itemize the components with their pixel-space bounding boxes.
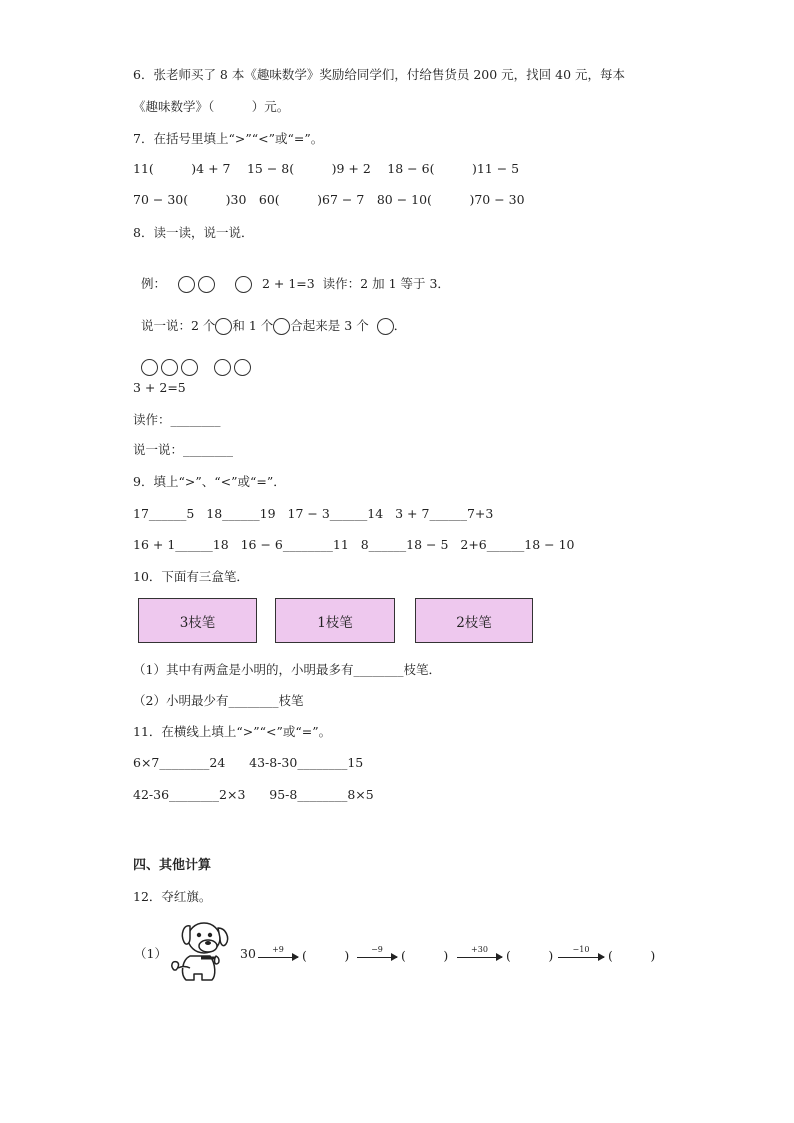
q8-say-line xyxy=(133,302,406,335)
op-label: −9 xyxy=(371,945,383,954)
q7-row2: 70 − 30( )30 60( )67 − 7 80 − 10( )70 − 30 xyxy=(133,192,525,207)
circle-icon xyxy=(273,318,290,335)
circle-icon xyxy=(181,359,198,376)
pen-box-3: 2枝笔 xyxy=(415,598,533,643)
circle-icon xyxy=(178,276,195,293)
example-text: 2 + 1=3 读作：2 加 1 等于 3． xyxy=(261,276,450,291)
q9-row2: 16 + 1______18 16 − 6________11 8______18 − 5 2+6______18 − 10 xyxy=(133,537,575,552)
arrowhead-icon xyxy=(391,953,398,961)
circle-icon xyxy=(215,318,232,335)
say-text-a: 说一说：2 个 xyxy=(140,318,216,333)
say-text-b: 和 1 个 xyxy=(232,318,274,333)
q6-line2: 《趣味数学》（ ）元。 xyxy=(133,99,290,114)
section-heading: 四、其他计算 xyxy=(133,858,212,873)
q7-row1: 11( )4 + 7 15 − 8( )9 + 2 18 − 6( )11 − 5 xyxy=(133,161,520,176)
arrow-minus10 xyxy=(558,945,604,962)
q8-equation: 3 + 2=5 xyxy=(133,380,186,395)
q8-read: 读作：________ xyxy=(133,412,221,427)
op-label: −10 xyxy=(572,945,590,954)
pen-box-2: 1枝笔 xyxy=(275,598,395,643)
answer-paren-2: ( ) xyxy=(401,948,449,963)
answer-paren-4: ( ) xyxy=(608,948,656,963)
circle-icon xyxy=(198,276,215,293)
q8-say: 说一说：________ xyxy=(133,442,234,457)
q11-row1: 6×7________24 43-8-30________15 xyxy=(133,755,364,770)
q10-title: 10．下面有三盒笔． xyxy=(133,569,249,584)
q10-sub2: （2）小明最少有________枝笔 xyxy=(133,693,304,708)
arrowhead-icon xyxy=(292,953,299,961)
op-label: +30 xyxy=(471,945,488,954)
q12-title: 12．夺红旗。 xyxy=(133,889,212,904)
q11-row2: 42-36________2×3 95-8________8×5 xyxy=(133,787,374,802)
arrowhead-icon xyxy=(598,953,605,961)
arrow-plus30 xyxy=(457,945,502,962)
q11-title: 11．在横线上填上“>”“<”或“=”。 xyxy=(133,724,332,739)
circle-icon xyxy=(235,276,252,293)
pen-box-1: 3枝笔 xyxy=(138,598,257,643)
circle-icon xyxy=(234,359,251,376)
q12-start: 30 xyxy=(240,946,256,961)
circle-icon xyxy=(141,359,158,376)
q8-circles xyxy=(133,343,251,376)
circle-icon xyxy=(161,359,178,376)
q8-title: 8．读一读，说一说． xyxy=(133,225,254,240)
circle-icon xyxy=(377,318,394,335)
q9-title: 9．填上“>”、“<”或“=”． xyxy=(133,474,286,489)
q6-line1: 6．张老师买了 8 本《趣味数学》奖励给同学们，付给售货员 200 元，找回 40 元，每本 xyxy=(133,67,626,82)
q10-sub1: （1）其中有两盒是小明的，小明最多有________枝笔． xyxy=(133,662,441,677)
say-text-d: ． xyxy=(393,318,407,333)
answer-paren-1: ( ) xyxy=(302,948,350,963)
arrowhead-icon xyxy=(496,953,503,961)
q9-row1: 17______5 18______19 17 − 3______14 3 + 7______7+3 xyxy=(133,506,494,521)
say-text-c: 合起来是 3 个 xyxy=(290,318,369,333)
answer-paren-3: ( ) xyxy=(506,948,554,963)
arrow-plus9 xyxy=(258,945,298,962)
q8-example xyxy=(133,260,450,293)
puppy-icon xyxy=(168,916,238,986)
example-prefix: 例： xyxy=(140,276,166,291)
q12-label: （1） xyxy=(134,946,167,961)
circle-icon xyxy=(214,359,231,376)
q7-title: 7．在括号里填上“>”“<”或“=”。 xyxy=(133,131,324,146)
arrow-minus9 xyxy=(357,945,397,962)
op-label: +9 xyxy=(272,945,284,954)
